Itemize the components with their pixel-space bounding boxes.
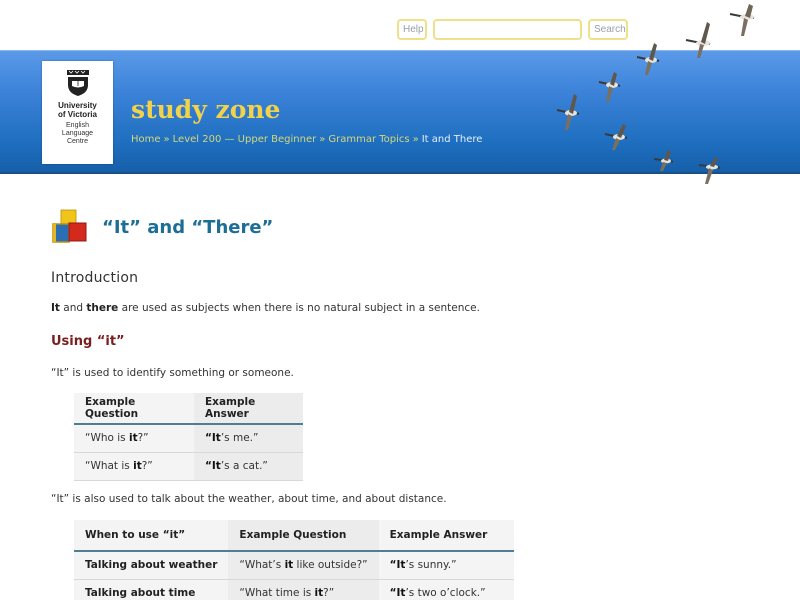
goose-icon <box>728 2 762 38</box>
usage-examples-table <box>74 520 514 600</box>
introduction-text: It and there are used as subjects when there is no natural subject in a sentence. <box>51 302 480 314</box>
column-header-answer: Example Answer <box>379 520 514 551</box>
goose-icon <box>555 92 585 132</box>
breadcrumb-current: It and There <box>421 134 483 145</box>
example-question-cell: “What is it?” <box>74 452 194 480</box>
breadcrumb-separator: » <box>319 134 326 145</box>
goose-icon <box>597 70 625 106</box>
table-header-row <box>74 520 514 551</box>
toy-blocks-icon <box>51 209 89 245</box>
search-input[interactable] <box>433 19 582 40</box>
column-header-answer: Example Answer <box>194 393 303 424</box>
introduction-heading: Introduction <box>51 270 139 286</box>
top-utility-bar <box>0 0 800 50</box>
table-row <box>74 424 303 452</box>
breadcrumb-home[interactable]: Home <box>131 134 161 145</box>
search-button[interactable]: Search <box>588 19 628 40</box>
example-answer-cell: “It’s me.” <box>194 424 303 452</box>
page-title: “It” and “There” <box>102 217 274 238</box>
breadcrumb-level-200[interactable]: Level 200 — Upper Beginner <box>172 134 317 145</box>
column-header-question: Example Question <box>74 393 194 424</box>
table-row <box>74 579 514 600</box>
uvic-crest-icon <box>66 69 90 97</box>
example-answer-cell: “It’s two o’clock.” <box>379 579 514 600</box>
breadcrumb-separator: » <box>412 134 419 145</box>
example-question-cell: “Who is it?” <box>74 424 194 452</box>
using-it-heading: Using “it” <box>51 334 125 349</box>
logo-centre-name: English Language Centre <box>61 122 94 145</box>
help-button[interactable]: Help <box>397 19 427 40</box>
identify-examples-table <box>74 393 303 481</box>
logo-university-name: University of Victoria <box>58 101 97 119</box>
example-question-cell: “What’s it like outside?” <box>228 551 378 579</box>
column-header-question: Example Question <box>228 520 378 551</box>
breadcrumb-separator: » <box>163 134 170 145</box>
weather-time-distance-text: “It” is also used to talk about the weather, about time, and about distance. <box>51 493 447 505</box>
breadcrumb <box>131 134 482 145</box>
goose-icon <box>697 155 725 187</box>
site-banner <box>0 50 800 174</box>
example-answer-cell: “It’s sunny.” <box>379 551 514 579</box>
breadcrumb-grammar-topics[interactable]: Grammar Topics <box>328 134 410 145</box>
goose-icon <box>635 40 665 78</box>
usage-cell: Talking about time <box>74 579 228 600</box>
example-question-cell: “What time is it?” <box>228 579 378 600</box>
goose-icon <box>652 147 678 173</box>
table-header-row <box>74 393 303 424</box>
example-answer-cell: “It’s a cat.” <box>194 452 303 480</box>
identify-text: “It” is used to identify something or someone. <box>51 367 294 379</box>
university-logo[interactable] <box>42 61 113 164</box>
site-title[interactable]: study zone <box>131 95 281 124</box>
goose-icon <box>684 20 718 60</box>
table-row <box>74 551 514 579</box>
usage-cell: Talking about weather <box>74 551 228 579</box>
table-row <box>74 452 303 480</box>
column-header-when: When to use “it” <box>74 520 228 551</box>
goose-icon <box>603 122 633 154</box>
